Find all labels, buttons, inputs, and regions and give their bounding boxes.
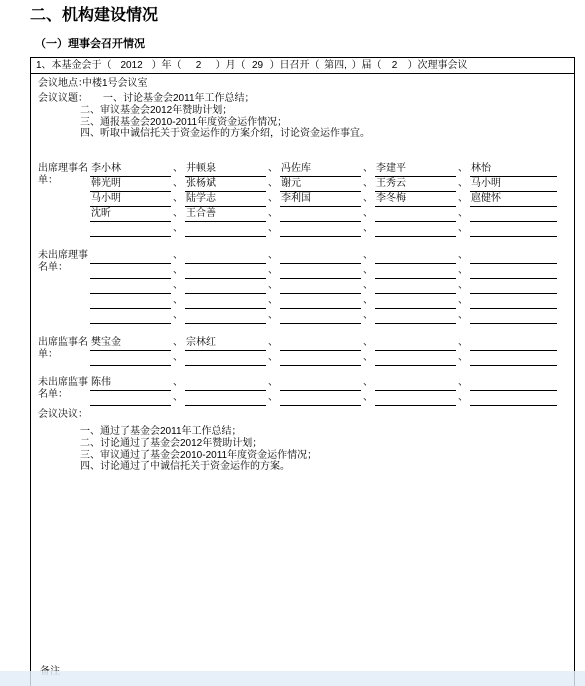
name-field [90, 279, 171, 294]
meeting-form [30, 57, 575, 686]
name-field [185, 249, 266, 264]
name-separator: 、 [363, 377, 373, 388]
meeting-session-unit: ）次理事会议 [407, 60, 468, 71]
name-field: 谢元 [280, 177, 361, 192]
attending-supervisors-label-line: 出席监事名 [38, 337, 88, 348]
name-separator: 、 [173, 352, 183, 363]
name-separator: 、 [363, 265, 373, 276]
absent-supervisors-label-line: 未出席监事 [38, 377, 88, 388]
absent-directors-row [31, 294, 574, 309]
meeting-month-value: 2 [195, 60, 202, 71]
name-field [470, 249, 557, 264]
attending-supervisors-row [31, 351, 574, 366]
meeting-agenda-label: 会议议题： [38, 93, 88, 104]
agenda-item: 一、讨论基金会2011年工作总结； [103, 93, 255, 104]
name-separator: 、 [458, 377, 468, 388]
name-separator: 、 [173, 250, 183, 261]
name-separator: 、 [268, 265, 278, 276]
name-field: 王秀云 [375, 177, 456, 192]
name-field: 宗林红 [185, 336, 266, 351]
name-separator: 、 [173, 178, 183, 189]
page-bottom-band [0, 671, 585, 686]
name-separator: 、 [458, 250, 468, 261]
name-field [470, 279, 557, 294]
name-field: 李利国 [280, 192, 361, 207]
name-separator: 、 [458, 352, 468, 363]
name-field [470, 207, 557, 222]
section-title: 二、机构建设情况 [30, 7, 159, 24]
agenda-item: 四、听取中诚信托关于资金运作的方案介绍，讨论资金运作事宜。 [80, 128, 370, 139]
name-separator: 、 [268, 178, 278, 189]
attending-directors-row [31, 222, 574, 237]
attending-directors-row [31, 207, 574, 222]
name-separator: 、 [173, 377, 183, 388]
resolution-item: 四、讨论通过了中诚信托关于资金运作的方案。 [80, 461, 290, 472]
absent-directors-label-line: 名单： [38, 262, 68, 273]
name-field: 冯佐库 [280, 162, 361, 177]
absent-directors-label-line: 未出席理事 [38, 250, 88, 261]
meeting-year-unit: ）年（ [151, 60, 182, 71]
name-separator: 、 [268, 377, 278, 388]
name-field [470, 376, 557, 391]
name-separator: 、 [268, 280, 278, 291]
name-separator: 、 [268, 352, 278, 363]
name-field [470, 391, 557, 406]
name-field: 陈伟 [90, 376, 171, 391]
name-field: 王合善 [185, 207, 266, 222]
attending-supervisors-row [31, 336, 574, 351]
name-separator: 、 [173, 193, 183, 204]
name-separator: 、 [363, 250, 373, 261]
name-field [90, 351, 171, 366]
name-field [375, 376, 456, 391]
name-field: 陆学志 [185, 192, 266, 207]
name-separator: 、 [363, 178, 373, 189]
name-field: 李小林 [90, 162, 171, 177]
name-separator: 、 [363, 280, 373, 291]
name-field [185, 222, 266, 237]
name-field [375, 222, 456, 237]
name-field: 马小明 [90, 192, 171, 207]
name-separator: 、 [268, 250, 278, 261]
name-separator: 、 [363, 337, 373, 348]
name-field [90, 309, 171, 324]
name-separator: 、 [268, 193, 278, 204]
name-field [375, 294, 456, 309]
name-separator: 、 [173, 392, 183, 403]
name-separator: 、 [458, 163, 468, 174]
name-field [90, 249, 171, 264]
resolution-item: 二、讨论通过了基金会2012年赞助计划； [80, 438, 263, 449]
name-field: 扈健怀 [470, 192, 557, 207]
name-field [280, 279, 361, 294]
name-field [470, 351, 557, 366]
name-separator: 、 [458, 337, 468, 348]
name-separator: 、 [268, 310, 278, 321]
name-separator: 、 [268, 208, 278, 219]
name-separator: 、 [173, 265, 183, 276]
absent-directors-row [31, 249, 574, 264]
name-field [185, 294, 266, 309]
name-field [185, 309, 266, 324]
attending-supervisors-label-line: 单： [38, 349, 58, 360]
name-separator: 、 [173, 280, 183, 291]
name-field [375, 207, 456, 222]
name-field [280, 309, 361, 324]
name-separator: 、 [458, 178, 468, 189]
name-separator: 、 [268, 392, 278, 403]
name-separator: 、 [363, 295, 373, 306]
resolution-item: 一、通过了基金会2011年工作总结； [80, 426, 242, 437]
name-field: 张杨斌 [185, 177, 266, 192]
name-field: 韩光明 [90, 177, 171, 192]
attending-directors-row [31, 162, 574, 177]
name-separator: 、 [363, 352, 373, 363]
name-field [280, 249, 361, 264]
attending-directors-row [31, 192, 574, 207]
meeting-term-value: 第四, [324, 60, 347, 71]
name-field [280, 294, 361, 309]
name-field [185, 279, 266, 294]
absent-supervisors-label-line: 名单： [38, 389, 68, 400]
attending-directors-label-line: 出席理事名 [38, 163, 88, 174]
name-separator: 、 [173, 337, 183, 348]
meeting-month-unit: ）月（ [215, 60, 246, 71]
name-field [375, 391, 456, 406]
name-separator: 、 [363, 163, 373, 174]
name-field [90, 264, 171, 279]
name-field [280, 264, 361, 279]
name-field [375, 351, 456, 366]
name-field [280, 351, 361, 366]
name-separator: 、 [173, 223, 183, 234]
name-separator: 、 [458, 193, 468, 204]
meeting-location-label: 会议地点： [38, 78, 88, 89]
name-separator: 、 [458, 280, 468, 291]
name-separator: 、 [363, 392, 373, 403]
meeting-day-unit: ）日召开（ [269, 60, 320, 71]
attending-directors-label-line: 单： [38, 175, 58, 186]
name-separator: 、 [363, 193, 373, 204]
name-field [375, 264, 456, 279]
subsection-title: （一）理事会召开情况 [35, 38, 145, 50]
name-field [470, 222, 557, 237]
name-field [90, 391, 171, 406]
name-separator: 、 [268, 163, 278, 174]
name-field [185, 376, 266, 391]
meeting-location-value: 中楼1号会议室 [82, 78, 148, 89]
name-field [185, 264, 266, 279]
name-separator: 、 [173, 208, 183, 219]
absent-directors-row [31, 279, 574, 294]
name-field [185, 391, 266, 406]
meeting-session-value: 2 [391, 60, 398, 71]
resolution-item: 三、审议通过了基金会2010-2011年度资金运作情况； [80, 450, 318, 461]
name-separator: 、 [363, 223, 373, 234]
name-separator: 、 [458, 310, 468, 321]
name-field [375, 279, 456, 294]
name-separator: 、 [268, 223, 278, 234]
name-field [375, 309, 456, 324]
absent-directors-row [31, 264, 574, 279]
name-field [280, 336, 361, 351]
name-field [185, 351, 266, 366]
name-separator: 、 [363, 208, 373, 219]
name-field [280, 222, 361, 237]
name-field: 李建平 [375, 162, 456, 177]
meeting-info-row [31, 58, 574, 74]
name-separator: 、 [173, 295, 183, 306]
agenda-item: 二、审议基金会2012年赞助计划； [80, 105, 233, 116]
name-separator: 、 [458, 295, 468, 306]
name-field [280, 376, 361, 391]
name-field [280, 207, 361, 222]
name-field [470, 336, 557, 351]
name-field [375, 249, 456, 264]
name-separator: 、 [458, 223, 468, 234]
name-field [470, 264, 557, 279]
meeting-intro-text: 1、本基金会于（ [36, 60, 112, 71]
name-field [375, 336, 456, 351]
meeting-year-value: 2012 [120, 60, 143, 71]
name-separator: 、 [268, 337, 278, 348]
name-field: 马小明 [470, 177, 557, 192]
name-field: 井顿泉 [185, 162, 266, 177]
name-field [90, 222, 171, 237]
name-field [90, 294, 171, 309]
name-field: 樊宝金 [90, 336, 171, 351]
name-field [470, 309, 557, 324]
name-separator: 、 [268, 295, 278, 306]
meeting-term-unit: ）届（ [351, 60, 382, 71]
name-field: 沈昕 [90, 207, 171, 222]
agenda-item: 三、通报基金会2010-2011年度资金运作情况； [80, 117, 288, 128]
meeting-day-value: 29 [252, 60, 264, 71]
name-separator: 、 [173, 310, 183, 321]
absent-supervisors-row [31, 391, 574, 406]
name-separator: 、 [458, 392, 468, 403]
meeting-resolutions-label: 会议决议： [38, 409, 88, 420]
name-separator: 、 [458, 208, 468, 219]
absent-supervisors-row [31, 376, 574, 391]
name-field: 林怡 [470, 162, 557, 177]
name-field [470, 294, 557, 309]
name-separator: 、 [458, 265, 468, 276]
name-field [280, 391, 361, 406]
attending-directors-row [31, 177, 574, 192]
name-separator: 、 [363, 310, 373, 321]
name-field: 李冬梅 [375, 192, 456, 207]
name-separator: 、 [173, 163, 183, 174]
absent-directors-row [31, 309, 574, 324]
